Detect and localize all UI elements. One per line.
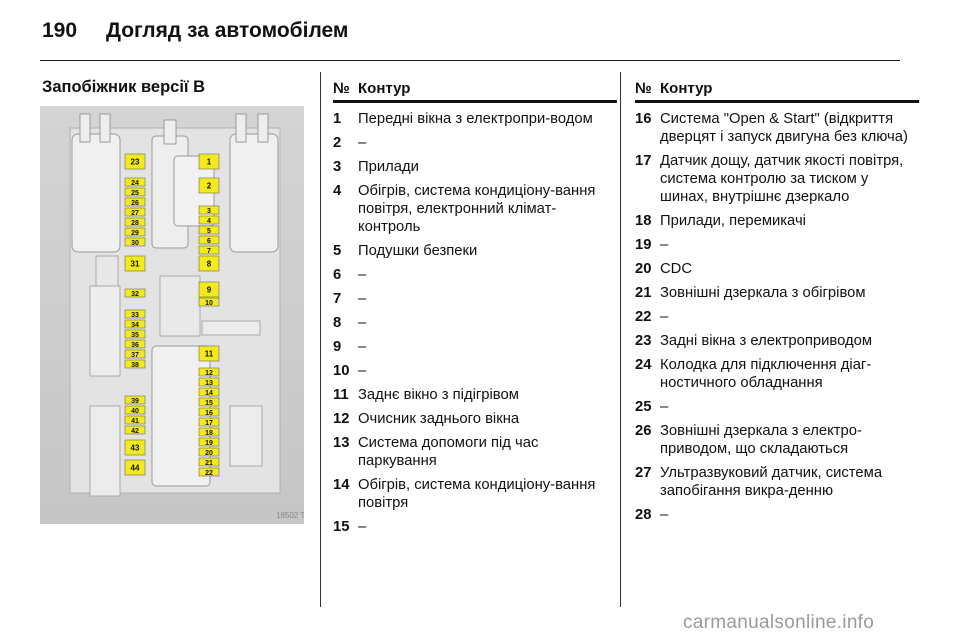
fuse-label: 43 bbox=[130, 443, 140, 453]
fuse-box-illustration bbox=[40, 106, 304, 524]
fuse-label: 13 bbox=[205, 380, 213, 387]
fuse-label: 1 bbox=[206, 157, 212, 167]
circuit-description: – bbox=[358, 291, 367, 307]
fuse-label: 23 bbox=[130, 157, 140, 167]
fuse-box-diagram bbox=[40, 106, 304, 524]
fuse-number: 4 bbox=[333, 183, 342, 199]
circuit-description: Заднє вікно з підігрівом bbox=[358, 387, 519, 403]
fuse-label: 16 bbox=[205, 410, 213, 417]
circuit-description: Обігрів, система кондиціону-вання повітря bbox=[358, 477, 596, 511]
fuse-number: 13 bbox=[333, 435, 350, 451]
fuse-number: 27 bbox=[635, 465, 652, 481]
fuse-number: 22 bbox=[635, 309, 652, 325]
fuse-number: 18 bbox=[635, 213, 652, 229]
table-row bbox=[333, 266, 617, 284]
circuit-description: Датчик дощу, датчик якості повітря, система контролю за тиском у шинах, внутрішнє дзеркало bbox=[660, 153, 904, 205]
fuse-label: 36 bbox=[131, 342, 139, 349]
table-row bbox=[635, 398, 919, 416]
table-row bbox=[333, 410, 617, 428]
fuse-label: 9 bbox=[206, 285, 212, 295]
watermark: carmanualsonline.info bbox=[683, 612, 875, 633]
fuse-label: 30 bbox=[131, 240, 139, 247]
table-row bbox=[635, 356, 919, 392]
table-row bbox=[333, 362, 617, 380]
header-rule bbox=[40, 60, 900, 61]
fuse-number: 5 bbox=[333, 243, 342, 259]
table-row bbox=[635, 506, 919, 524]
fuse-label: 32 bbox=[131, 291, 139, 298]
table-row bbox=[333, 290, 617, 308]
circuit-description: Колодка для підключення діаг-ностичного обладнання bbox=[660, 357, 872, 391]
fuse-table-left bbox=[333, 80, 617, 536]
fuse-number: 26 bbox=[635, 423, 652, 439]
table-row bbox=[333, 434, 617, 470]
section-title: Запобіжник версії B bbox=[42, 78, 206, 96]
table-header bbox=[333, 80, 617, 103]
column-divider-left bbox=[320, 72, 321, 607]
fuse-number: 7 bbox=[333, 291, 342, 307]
header-circuit: Контур bbox=[358, 80, 411, 97]
table-row bbox=[333, 242, 617, 260]
fuse-number: 16 bbox=[635, 111, 652, 127]
fuse-label: 6 bbox=[207, 238, 211, 245]
fuse-label: 25 bbox=[131, 190, 139, 197]
fuse-label: 12 bbox=[205, 370, 213, 377]
circuit-description: – bbox=[660, 507, 669, 523]
circuit-description: – bbox=[358, 363, 367, 379]
fuse-number: 8 bbox=[333, 315, 342, 331]
circuit-description: CDC bbox=[660, 261, 693, 277]
table-row bbox=[333, 338, 617, 356]
fuse-label: 24 bbox=[131, 180, 139, 187]
page-title: Догляд за автомобілем bbox=[106, 19, 349, 42]
fuse-label: 26 bbox=[131, 200, 139, 207]
fuse-number: 19 bbox=[635, 237, 652, 253]
table-row bbox=[333, 518, 617, 536]
column-divider-right bbox=[620, 72, 621, 607]
header-number: № bbox=[635, 80, 652, 97]
fuse-number: 23 bbox=[635, 333, 652, 349]
fuse-number: 12 bbox=[333, 411, 350, 427]
diagram-code: 18502 T bbox=[276, 511, 304, 520]
table-row bbox=[635, 236, 919, 254]
table-row bbox=[333, 110, 617, 128]
fuse-number: 24 bbox=[635, 357, 652, 373]
fuse-number: 11 bbox=[333, 387, 349, 403]
fuse-label: 20 bbox=[205, 450, 213, 457]
circuit-description: – bbox=[358, 339, 367, 355]
fuse-table-right bbox=[635, 80, 919, 524]
fuse-label: 37 bbox=[131, 352, 139, 359]
circuit-description: Прилади bbox=[358, 159, 419, 175]
fuse-label: 33 bbox=[131, 312, 139, 319]
circuit-description: Обігрів, система кондиціону-вання повітря, електронний клімат-контроль bbox=[358, 183, 596, 235]
table-row bbox=[635, 464, 919, 500]
fuse-label: 31 bbox=[130, 259, 140, 269]
header-number: № bbox=[333, 80, 350, 97]
circuit-description: Система "Open & Start" (відкриття дверцят і запуск двигуна без ключа) bbox=[660, 111, 908, 145]
fuse-label: 35 bbox=[131, 332, 139, 339]
table-row bbox=[333, 134, 617, 152]
fuse-label: 34 bbox=[131, 322, 139, 329]
fuse-number: 10 bbox=[333, 363, 350, 379]
fuse-label: 28 bbox=[131, 220, 139, 227]
fuse-label: 10 bbox=[205, 300, 213, 307]
table-header bbox=[635, 80, 919, 103]
fuse-label: 4 bbox=[207, 218, 211, 225]
fuse-label: 15 bbox=[205, 400, 213, 407]
table-row bbox=[333, 182, 617, 236]
fuse-number: 20 bbox=[635, 261, 652, 277]
table-row bbox=[635, 110, 919, 146]
fuse-label: 21 bbox=[205, 460, 213, 467]
circuit-description: Ультразвуковий датчик, система запобігання викра-денню bbox=[660, 465, 883, 499]
circuit-description: Зовнішні дзеркала з електро-приводом, що складаються bbox=[660, 423, 862, 457]
circuit-description: – bbox=[358, 315, 367, 331]
table-row bbox=[635, 422, 919, 458]
table-row bbox=[333, 386, 617, 404]
circuit-description: Прилади, перемикачі bbox=[660, 213, 806, 229]
fuse-label: 5 bbox=[207, 228, 211, 235]
fuse-label: 2 bbox=[206, 181, 212, 191]
circuit-description: Передні вікна з електропри-водом bbox=[358, 111, 593, 127]
circuit-description: – bbox=[358, 135, 367, 151]
fuse-label: 11 bbox=[204, 349, 214, 359]
circuit-description: – bbox=[358, 267, 367, 283]
fuse-label: 19 bbox=[205, 440, 213, 447]
fuse-label: 18 bbox=[205, 430, 213, 437]
circuit-description: Подушки безпеки bbox=[358, 243, 478, 259]
fuse-label: 38 bbox=[131, 362, 139, 369]
fuse-number: 6 bbox=[333, 267, 342, 283]
circuit-description: – bbox=[660, 309, 669, 325]
fuse-label: 3 bbox=[207, 208, 211, 215]
table-row bbox=[635, 212, 919, 230]
circuit-description: Очисник заднього вікна bbox=[358, 411, 520, 427]
fuse-number: 3 bbox=[333, 159, 342, 175]
fuse-number: 15 bbox=[333, 519, 350, 535]
page-number: 190 bbox=[42, 19, 78, 42]
fuse-label: 27 bbox=[131, 210, 139, 217]
table-row bbox=[333, 314, 617, 332]
table-row bbox=[333, 476, 617, 512]
circuit-description: – bbox=[660, 237, 669, 253]
fuse-label: 8 bbox=[206, 259, 212, 269]
fuse-label: 7 bbox=[207, 248, 211, 255]
fuse-label: 44 bbox=[130, 463, 140, 473]
fuse-number: 28 bbox=[635, 507, 652, 523]
fuse-label: 40 bbox=[131, 408, 139, 415]
fuse-label: 29 bbox=[131, 230, 139, 237]
header-circuit: Контур bbox=[660, 80, 713, 97]
table-row bbox=[635, 332, 919, 350]
fuse-label: 39 bbox=[131, 398, 139, 405]
fuse-label: 41 bbox=[131, 418, 139, 425]
circuit-description: Задні вікна з електроприводом bbox=[660, 333, 873, 349]
fuse-number: 17 bbox=[635, 153, 652, 169]
fuse-number: 1 bbox=[333, 111, 342, 127]
fuse-label: 14 bbox=[205, 390, 213, 397]
table-row bbox=[333, 158, 617, 176]
table-row bbox=[635, 260, 919, 278]
fuse-number: 14 bbox=[333, 477, 350, 493]
fuse-label: 17 bbox=[205, 420, 213, 427]
fuse-number: 25 bbox=[635, 399, 652, 415]
fuse-number: 21 bbox=[635, 285, 652, 301]
fuse-number: 2 bbox=[333, 135, 342, 151]
fuse-label: 22 bbox=[205, 470, 213, 477]
table-row bbox=[635, 284, 919, 302]
fuse-number: 9 bbox=[333, 339, 342, 355]
circuit-description: – bbox=[358, 519, 367, 535]
circuit-description: Система допомоги під час паркування bbox=[358, 435, 539, 469]
table-row bbox=[635, 152, 919, 206]
fuse-label: 42 bbox=[131, 428, 139, 435]
table-row bbox=[635, 308, 919, 326]
circuit-description: Зовнішні дзеркала з обігрівом bbox=[660, 285, 866, 301]
circuit-description: – bbox=[660, 399, 669, 415]
